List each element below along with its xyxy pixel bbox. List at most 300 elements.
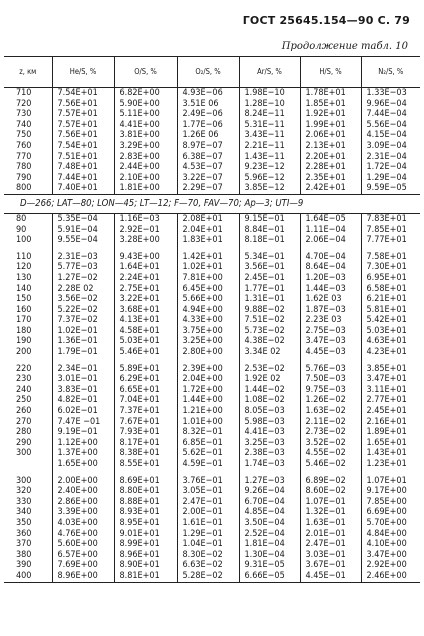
column-header: O₂/S, % — [177, 57, 239, 88]
altitude-cell: 160 — [16, 304, 32, 315]
table-row — [4, 183, 420, 194]
value-cell: 6.66E−05 — [239, 571, 300, 582]
value-cell: 5.60E+00 — [52, 539, 114, 550]
value-cell: 2.11E−02 — [300, 417, 361, 428]
value-cell: 1.43E+01 — [361, 448, 420, 459]
value-cell: 2.23E 03 — [300, 315, 361, 326]
table-row — [4, 347, 420, 358]
value-cell: 5.46E+01 — [114, 347, 177, 358]
value-cell: 2.39E+00 — [177, 364, 239, 375]
table-row — [4, 539, 420, 550]
value-cell: 8.69E+01 — [114, 476, 177, 487]
value-cell: 6.38E−07 — [177, 152, 239, 163]
table-block-upper — [4, 88, 420, 195]
value-cell: 7.44E−04 — [361, 109, 420, 120]
table-note-block — [4, 194, 420, 213]
value-cell: 4.10E+00 — [361, 539, 420, 550]
value-cell: 1.29E−01 — [177, 529, 239, 540]
value-cell: 1.23E+01 — [361, 459, 420, 470]
value-cell: 1.36E−01 — [52, 336, 114, 347]
value-cell: 8.97E−07 — [177, 141, 239, 152]
value-cell: 7.48E+01 — [52, 162, 114, 173]
value-cell: 7.50E−03 — [300, 374, 361, 385]
value-cell: 6.02E−01 — [52, 406, 114, 417]
value-cell: 4.45E−03 — [300, 347, 361, 358]
value-cell: 4.33E+00 — [177, 315, 239, 326]
column-header: N₂/S, % — [361, 57, 420, 88]
value-cell: 1.92E 02 — [239, 374, 300, 385]
value-cell: 5.42E+01 — [361, 315, 420, 326]
value-cell: 6.85E−01 — [177, 438, 239, 449]
table-row — [4, 486, 420, 497]
value-cell: 3.85E−12 — [239, 183, 300, 194]
table-row — [4, 235, 420, 246]
value-cell: 6.57E+00 — [52, 550, 114, 561]
value-cell: 9.43E+00 — [114, 252, 177, 263]
value-cell: 2.42E+01 — [300, 183, 361, 194]
value-cell: 1.43E−11 — [239, 152, 300, 163]
altitude-cell: 300 — [16, 448, 32, 459]
value-cell: 4.93E−06 — [177, 88, 239, 99]
value-cell: 9.96E−04 — [361, 99, 420, 110]
atmosphere-composition-table — [4, 56, 420, 583]
value-cell: 4.13E+01 — [114, 315, 177, 326]
value-cell: 3.56E−01 — [239, 262, 300, 273]
table-row — [4, 99, 420, 110]
value-cell: 1.63E−02 — [300, 406, 361, 417]
value-cell: 8.55E+01 — [114, 459, 177, 470]
altitude-cell: 90 — [16, 224, 27, 235]
value-cell: 4.94E+00 — [177, 305, 239, 316]
value-cell: 1.64E−05 — [300, 213, 361, 224]
value-cell: 9.23E−12 — [239, 162, 300, 173]
value-cell: 2.01E−01 — [300, 529, 361, 540]
altitude-cell: 750 — [16, 130, 32, 141]
value-cell: 7.54E+01 — [52, 141, 114, 152]
altitude-cell: 760 — [16, 140, 32, 151]
value-cell: 7.85E+01 — [361, 225, 420, 236]
value-cell: 3.28E+00 — [114, 235, 177, 246]
value-cell: 2.00E−01 — [177, 507, 239, 518]
value-cell: 4.76E+00 — [52, 529, 114, 540]
value-cell: 9.15E−01 — [239, 213, 300, 224]
value-cell: 8.84E−01 — [239, 225, 300, 236]
conditions-note-row — [4, 194, 420, 213]
altitude-cell: 250 — [16, 395, 32, 406]
table-row — [4, 141, 420, 152]
value-cell: 7.51E−02 — [239, 315, 300, 326]
value-cell: 1.07E+01 — [361, 476, 420, 487]
value-cell: 3.52E−02 — [300, 438, 361, 449]
value-cell: 8.24E−11 — [239, 109, 300, 120]
table-row — [4, 374, 420, 385]
value-cell: 2.45E−01 — [239, 273, 300, 284]
table-row — [4, 294, 420, 305]
value-cell: 2.06E+01 — [300, 130, 361, 141]
value-cell: 1.72E−04 — [361, 162, 420, 173]
table-row — [4, 364, 420, 375]
table-row — [4, 476, 420, 487]
value-cell: 5.98E−03 — [239, 417, 300, 428]
value-cell: 5.81E+01 — [361, 305, 420, 316]
value-cell: 8.30E−02 — [177, 550, 239, 561]
value-cell: 2.53E−02 — [239, 364, 300, 375]
value-cell: 3.47E+00 — [361, 550, 420, 561]
value-cell: 5.76E−03 — [300, 364, 361, 375]
value-cell: 6.63E−02 — [177, 560, 239, 571]
value-cell: 3.01E−01 — [52, 374, 114, 385]
value-cell: 5.70E+00 — [361, 518, 420, 529]
column-header: He/S, % — [52, 57, 114, 88]
table-row — [4, 315, 420, 326]
altitude-cell: 330 — [16, 496, 32, 507]
value-cell: 8.17E+01 — [114, 438, 177, 449]
value-cell: 6.89E−02 — [300, 476, 361, 487]
altitude-cell: 230 — [16, 374, 32, 385]
value-cell: 2.44E+00 — [114, 162, 177, 173]
altitude-cell: 730 — [16, 109, 32, 120]
value-cell: 7.57E+01 — [52, 109, 114, 120]
value-cell: 2.92E+00 — [361, 560, 420, 571]
value-cell: 1.28E−10 — [239, 99, 300, 110]
value-cell: 2.16E+01 — [361, 417, 420, 428]
value-cell: 1.98E−10 — [239, 88, 300, 99]
value-cell: 1.12E+00 — [52, 438, 114, 449]
table-row — [4, 385, 420, 396]
value-cell: 3.22E+01 — [114, 294, 177, 305]
altitude-cell: 170 — [16, 315, 32, 326]
value-cell: 7.57E+01 — [52, 120, 114, 131]
value-cell: 7.44E+01 — [52, 173, 114, 184]
value-cell: 2.13E+01 — [300, 141, 361, 152]
table-row — [4, 162, 420, 173]
value-cell: 9.26E−04 — [239, 486, 300, 497]
value-cell: 2.21E−11 — [239, 141, 300, 152]
altitude-cell: 220 — [16, 363, 32, 374]
value-cell: 1.61E−01 — [177, 518, 239, 529]
value-cell: 1.85E+01 — [300, 99, 361, 110]
value-cell: 6.82E+00 — [114, 88, 177, 99]
value-cell: 4.38E−02 — [239, 336, 300, 347]
value-cell: 3.67E−01 — [300, 560, 361, 571]
value-cell: 2.29E−07 — [177, 183, 239, 194]
value-cell: 1.30E−04 — [239, 550, 300, 561]
table-row — [4, 262, 420, 273]
value-cell: 6.45E+00 — [177, 284, 239, 295]
value-cell: 8.32E−01 — [177, 427, 239, 438]
value-cell: 2.06E−04 — [300, 235, 361, 246]
value-cell: 1.92E+01 — [300, 109, 361, 120]
value-cell: 1.02E+01 — [177, 262, 239, 273]
value-cell: 7.37E−02 — [52, 315, 114, 326]
altitude-cell: 740 — [16, 119, 32, 130]
table-row — [4, 336, 420, 347]
value-cell: 2.46E+00 — [361, 571, 420, 582]
value-cell: 3.85E+01 — [361, 364, 420, 375]
value-cell: 5.22E−02 — [52, 305, 114, 316]
value-cell: 1.77E−06 — [177, 120, 239, 131]
altitude-cell: 300 — [16, 475, 32, 486]
value-cell: 1.21E+00 — [177, 406, 239, 417]
value-cell: 1.26E−02 — [300, 395, 361, 406]
value-cell: 1.77E−01 — [239, 284, 300, 295]
altitude-cell: 380 — [16, 549, 32, 560]
value-cell: 7.81E+00 — [177, 273, 239, 284]
altitude-cell: 800 — [4, 183, 52, 194]
value-cell: 2.49E−06 — [177, 109, 239, 120]
value-cell: 9.88E−02 — [239, 305, 300, 316]
value-cell: 2.80E+00 — [177, 347, 239, 358]
value-cell: 5.03E+01 — [114, 336, 177, 347]
value-cell: 1.79E−01 — [52, 347, 114, 358]
value-cell: 8.96E+00 — [52, 571, 114, 582]
value-cell: 1.89E+01 — [361, 427, 420, 438]
value-cell: 2.04E+01 — [177, 225, 239, 236]
value-cell: 3.22E−07 — [177, 173, 239, 184]
value-cell: 1.87E−03 — [300, 305, 361, 316]
value-cell: 2.34E−01 — [52, 364, 114, 375]
value-cell: 4.70E−04 — [300, 252, 361, 263]
value-cell: 7.77E+01 — [361, 235, 420, 246]
value-cell: 1.26E 06 — [177, 130, 239, 141]
table-row — [4, 395, 420, 406]
value-cell: 1.33E−03 — [361, 88, 420, 99]
value-cell: 3.09E−04 — [361, 141, 420, 152]
value-cell: 2.40E+00 — [52, 486, 114, 497]
value-cell: 8.99E+01 — [114, 539, 177, 550]
value-cell: 7.58E+01 — [361, 252, 420, 263]
value-cell: 5.62E−01 — [177, 448, 239, 459]
value-cell: 5.77E−03 — [52, 262, 114, 273]
value-cell: 3.43E−11 — [239, 130, 300, 141]
altitude-cell: 770 — [16, 151, 32, 162]
value-cell: 1.65E+01 — [361, 438, 420, 449]
altitude-cell: 280 — [16, 427, 32, 438]
value-cell: 5.35E−04 — [52, 213, 114, 224]
value-cell: 4.53E−07 — [177, 162, 239, 173]
value-cell: 2.31E−04 — [361, 152, 420, 163]
value-cell: 1.78E+01 — [300, 88, 361, 99]
table-row — [4, 448, 420, 459]
value-cell: 2.10E+00 — [114, 173, 177, 184]
value-cell: 3.34E 02 — [239, 347, 300, 358]
value-cell: 3.47E−03 — [300, 336, 361, 347]
value-cell: 3.29E+00 — [114, 141, 177, 152]
value-cell: 2.52E−04 — [239, 529, 300, 540]
value-cell: 1.99E+01 — [300, 120, 361, 131]
altitude-cell: 240 — [16, 384, 32, 395]
value-cell: 9.31E−05 — [239, 560, 300, 571]
value-cell: 8.88E+01 — [114, 497, 177, 508]
value-cell: 6.58E+01 — [361, 284, 420, 295]
value-cell: 1.74E−03 — [239, 459, 300, 470]
value-cell: 1.31E−01 — [239, 294, 300, 305]
value-cell: 3.25E+00 — [177, 336, 239, 347]
value-cell: 1.64E+01 — [114, 262, 177, 273]
value-cell: 4.85E−04 — [239, 507, 300, 518]
value-cell: 7.56E+01 — [52, 99, 114, 110]
value-cell: 3.68E+01 — [114, 305, 177, 316]
altitude-cell: 400 — [4, 571, 52, 582]
value-cell: 4.58E+01 — [114, 326, 177, 337]
table-row — [4, 213, 420, 224]
altitude-cell: 120 — [16, 262, 32, 273]
value-cell: 9.01E+01 — [114, 529, 177, 540]
value-cell: 5.28E−02 — [177, 571, 239, 582]
value-cell: 1.63E−01 — [300, 518, 361, 529]
value-cell: 2.75E+01 — [114, 284, 177, 295]
table-row — [4, 406, 420, 417]
value-cell: 4.59E−01 — [177, 459, 239, 470]
table-row — [4, 571, 420, 582]
value-cell: 1.81E−04 — [239, 539, 300, 550]
altitude-cell: 320 — [16, 486, 32, 497]
value-cell: 6.95E+01 — [361, 273, 420, 284]
altitude-cell: 110 — [16, 251, 32, 262]
value-cell: 1.04E−01 — [177, 539, 239, 550]
altitude-cell: 140 — [16, 283, 32, 294]
value-cell: 1.42E+01 — [177, 252, 239, 263]
value-cell: 4.41E+00 — [114, 120, 177, 131]
value-cell: 5.31E−11 — [239, 120, 300, 131]
table-row — [4, 427, 420, 438]
table-row — [4, 326, 420, 337]
value-cell: 1.62E 03 — [300, 294, 361, 305]
value-cell: 1.37E+00 — [52, 448, 114, 459]
value-cell: 1.44E−03 — [300, 284, 361, 295]
value-cell: 5.91E−04 — [52, 225, 114, 236]
value-cell: 2.73E−02 — [300, 427, 361, 438]
value-cell: 8.90E+01 — [114, 560, 177, 571]
altitude-cell: 290 — [16, 437, 32, 448]
value-cell: 3.05E−01 — [177, 486, 239, 497]
value-cell: 5.96E−12 — [239, 173, 300, 184]
value-cell: 8.81E+01 — [114, 571, 177, 582]
value-cell: 5.89E+01 — [114, 364, 177, 375]
value-cell: 1.65E+00 — [52, 459, 114, 470]
value-cell: 6.21E+01 — [361, 294, 420, 305]
value-cell: 7.54E+01 — [52, 88, 114, 99]
value-cell: 5.56E−04 — [361, 120, 420, 131]
value-cell: 2.77E+01 — [361, 395, 420, 406]
value-cell: 7.04E+01 — [114, 395, 177, 406]
altitude-cell: 390 — [16, 560, 32, 571]
column-header: Ar/S, % — [239, 57, 300, 88]
altitude-cell: 150 — [16, 294, 32, 305]
value-cell: 7.56E+01 — [52, 130, 114, 141]
value-cell: 1.01E+00 — [177, 417, 239, 428]
value-cell: 1.81E+00 — [114, 183, 177, 194]
value-cell: 2.31E−03 — [52, 252, 114, 263]
value-cell: 2.28E+01 — [300, 162, 361, 173]
value-cell: 7.37E+01 — [114, 406, 177, 417]
altitude-cell: 200 — [16, 347, 32, 358]
table-row — [4, 560, 420, 571]
value-cell: 4.55E−02 — [300, 448, 361, 459]
value-cell: 1.83E+01 — [177, 235, 239, 246]
table-row — [4, 459, 420, 470]
value-cell: 5.11E+00 — [114, 109, 177, 120]
table-row — [4, 252, 420, 263]
table-row — [4, 507, 420, 518]
value-cell: 2.08E+01 — [177, 213, 239, 224]
value-cell: 9.55E−04 — [52, 235, 114, 246]
value-cell: 4.84E+00 — [361, 529, 420, 540]
table-row — [4, 284, 420, 295]
table-row — [4, 130, 420, 141]
altitude-cell: 350 — [16, 517, 32, 528]
value-cell: 9.59E−05 — [361, 183, 420, 194]
altitude-cell: 710 — [16, 88, 32, 98]
altitude-cell: 360 — [16, 528, 32, 539]
altitude-cell: 370 — [16, 539, 32, 550]
value-cell: 1.20E−03 — [300, 273, 361, 284]
value-cell: 2.45E+01 — [361, 406, 420, 417]
table-row — [4, 438, 420, 449]
value-cell: 1.44E−02 — [239, 385, 300, 396]
altitude-cell: 100 — [16, 235, 32, 246]
value-cell: 5.73E−02 — [239, 326, 300, 337]
value-cell: 1.27E−03 — [239, 476, 300, 487]
value-cell: 5.03E+01 — [361, 326, 420, 337]
column-header: z, км — [4, 57, 52, 88]
value-cell: 2.83E+00 — [114, 152, 177, 163]
table-row — [4, 497, 420, 508]
altitude-cell — [4, 459, 52, 470]
altitude-cell: 270 — [16, 416, 32, 427]
value-cell: 8.80E+01 — [114, 486, 177, 497]
value-cell: 2.28E 02 — [52, 284, 114, 295]
value-cell: 3.11E+01 — [361, 385, 420, 396]
page-header: ГОСТ 25645.154—90 С. 79 — [242, 14, 410, 27]
value-cell: 1.07E−01 — [300, 497, 361, 508]
value-cell: 7.83E+01 — [361, 213, 420, 224]
table-row — [4, 225, 420, 236]
table-row — [4, 120, 420, 131]
value-cell: 1.72E+00 — [177, 385, 239, 396]
value-cell: 7.47E −01 — [52, 417, 114, 428]
table-header-row — [4, 57, 420, 88]
table-continuation-caption: Продолжение табл. 10 — [281, 41, 408, 52]
value-cell: 9.75E−03 — [300, 385, 361, 396]
value-cell: 2.20E+01 — [300, 152, 361, 163]
value-cell: 5.34E−01 — [239, 252, 300, 263]
altitude-cell: 190 — [16, 336, 32, 347]
value-cell: 5.90E+00 — [114, 99, 177, 110]
value-cell: 2.00E+00 — [52, 476, 114, 487]
value-cell: 6.29E+01 — [114, 374, 177, 385]
table-row — [4, 109, 420, 120]
value-cell: 8.96E+01 — [114, 550, 177, 561]
value-cell: 1.02E−01 — [52, 326, 114, 337]
value-cell: 9.19E−01 — [52, 427, 114, 438]
value-cell: 3.76E−01 — [177, 476, 239, 487]
value-cell: 1.44E+00 — [177, 395, 239, 406]
value-cell: 3.50E−04 — [239, 518, 300, 529]
value-cell: 3.25E−03 — [239, 438, 300, 449]
column-header: H/S, % — [300, 57, 361, 88]
value-cell: 2.24E+01 — [114, 273, 177, 284]
value-cell: 1.16E−03 — [114, 213, 177, 224]
table-row — [4, 152, 420, 163]
table-row — [4, 305, 420, 316]
value-cell: 4.45E−01 — [300, 571, 361, 582]
value-cell: 8.60E−02 — [300, 486, 361, 497]
value-cell: 2.86E+00 — [52, 497, 114, 508]
value-cell: 6.69E+00 — [361, 507, 420, 518]
altitude-cell: 80 — [16, 213, 27, 224]
value-cell: 8.18E−01 — [239, 235, 300, 246]
